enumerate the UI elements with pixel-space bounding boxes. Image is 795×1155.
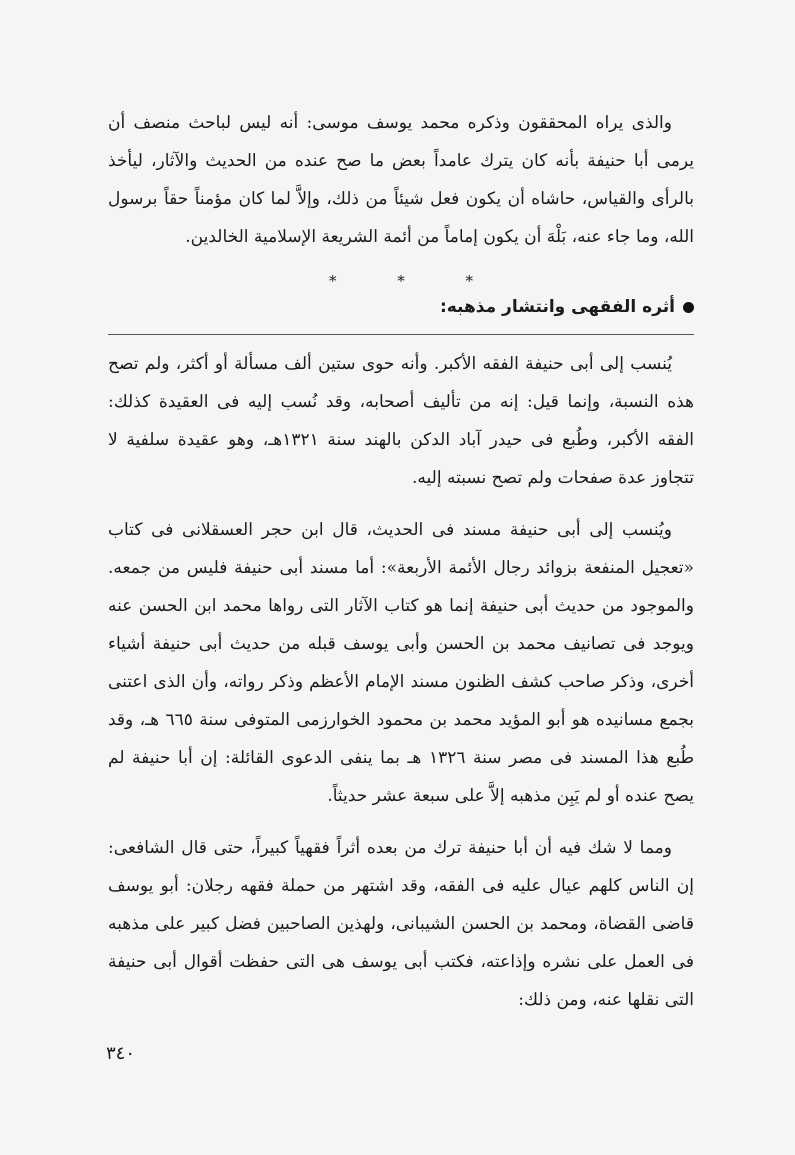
page-body	[108, 104, 694, 1033]
section-paragraph-2: ويُنسب إلى أبى حنيفة مسند فى الحديث، قال ابن حجر العسقلانى فى كتاب «تعجيل المنفعة بزوائد رجال الأئمة الأربعة»: أما مسند أبى حنيفة فليس من جمعه. والموجود من حديث أبى حنيفة إنما هو كتاب الآثار التى رواها محمد ابن الحسن عنه ويوجد فى تصانيف محمد بن الحسن وأبى يوسف قبله من حديث أبى حنيفة أشياء أخرى، وذكر صاحب كشف الظنون مسند الإمام الأعظم وذكر رواته، وأن الذى اعتنى بجمع مسانيده هو أبو المؤيد محمد بن محمود الخوارزمى المتوفى سنة ٦٦٥ هـ، وقد طُبع هذا المسند فى مصر سنة ١٣٢٦ هـ بما ينفى الدعوى القائلة: إن أبا حنيفة لم يصح عنده أو لم يَبِن مذهبه إلاَّ على سبعة عشر حديثاً.	[108, 520, 695, 806]
intro-paragraph: والذى يراه المحققون وذكره محمد يوسف موسى: أنه ليس لباحث منصف أن يرمى أبا حنيفة بأنه كان يترك عامداً بعض ما صح عنده من الحديث والآثار، ليأخذ بالرأى والقياس، حاشاه أن يكون فعل شيئاً من ذلك، وإلاَّ لما كان مؤمناً حقاً برسول الله، وما جاء عنه، بَلْهَ أن يكون إماماً من أئمة الشريعة الإسلامية الخالدين.	[108, 113, 694, 247]
section-separator: * * *	[328, 272, 502, 290]
section-paragraph-3: ومما لا شك فيه أن أبا حنيفة ترك من بعده أثراً فقهياً كبيراً، حتى قال الشافعى: إن الناس كلهم عيال عليه فى الفقه، وقد اشتهر من حملة فقهه رجلان: أبو يوسف قاضى القضاة، ومحمد بن الحسن الشيبانى، ولهذين الصاحبين فضل كبير على مذهبه فى العمل على نشره وإذاعته، فكتب أبى يوسف هى التى حفظت أقوال أبى حنيفة التى نقلها عنه، ومن ذلك:	[108, 838, 694, 1010]
section-heading	[108, 292, 694, 322]
bullet-icon	[683, 302, 694, 313]
section-paragraph-1: يُنسب إلى أبى حنيفة الفقه الأكبر. وأنه حوى ستين ألف مسألة أو أكثر، ولم تصح هذه النسبة، وإنما قيل: إنه من تأليف أصحابه، وقد نُسب إليه فى العقيدة كذلك: الفقه الأكبر، وطُبع فى حيدر آباد الدكن بالهند سنة ١٣٢١هـ، وهو عقيدة سلفية لا تتجاوز عدة صفحات ولم تصح نسبته إليه.	[108, 354, 694, 488]
section-heading-text: أثره الفقهى وانتشار مذهبه:	[439, 297, 675, 317]
heading-rule	[108, 334, 694, 335]
page-number: ٣٤٠	[106, 1043, 136, 1064]
